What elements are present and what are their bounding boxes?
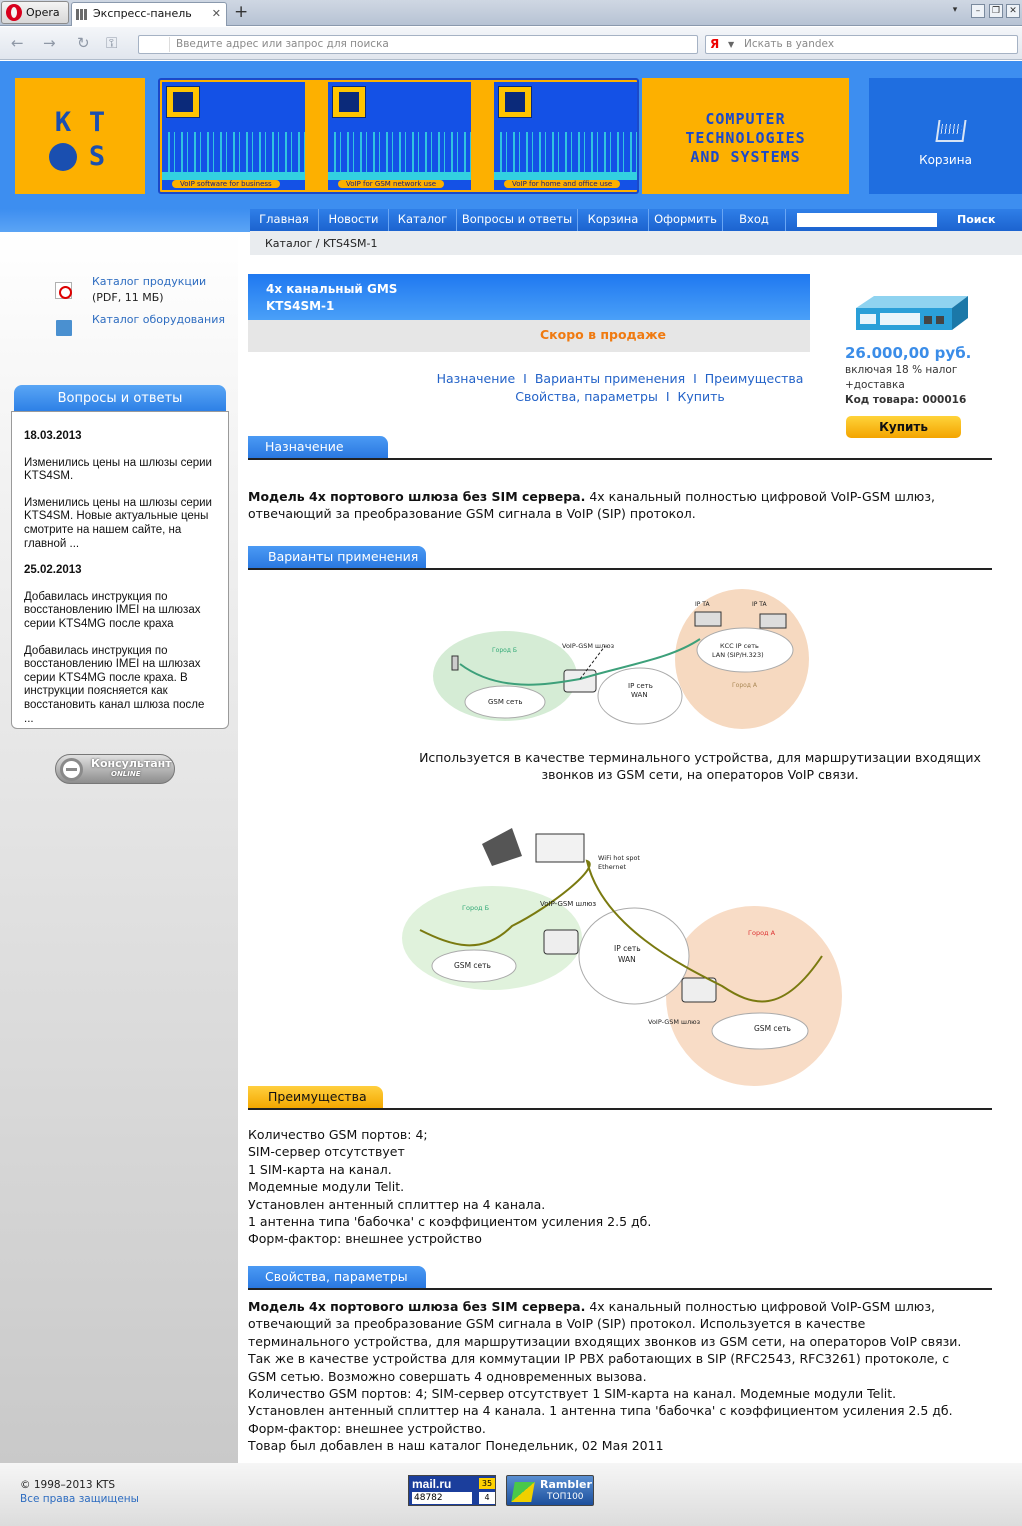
consultant-online-button[interactable] xyxy=(55,754,175,784)
properties-line: GSM сетью. Возможно совершать 4 одновременных вызова. xyxy=(248,1368,647,1384)
advantage-item: 1 антенна типа 'бабочка' с коэффициентом усиления 2.5 дб. xyxy=(248,1214,652,1230)
menu-item-news[interactable]: Новости xyxy=(319,209,389,231)
diagram-label: GSM сеть xyxy=(488,698,523,706)
purpose-lead: Модель 4х портового шлюза без SIM сервера. xyxy=(248,489,586,504)
menu-item-catalog[interactable]: Каталог xyxy=(389,209,457,231)
close-window-icon[interactable]: ✕ xyxy=(1006,4,1020,18)
site-footer xyxy=(0,1463,1022,1526)
anchor-separator: I xyxy=(523,371,527,386)
banner-label: VoIP for home and office use xyxy=(504,180,620,188)
forward-icon[interactable]: → xyxy=(43,34,56,52)
logo-globe-icon xyxy=(49,143,77,171)
properties-line: терминального устройства, для маршрутизации входящих звонков из GSM сети, на операторов VoIP связи. xyxy=(248,1333,962,1349)
section-header-purpose xyxy=(248,436,992,460)
anchor-separator: I xyxy=(693,371,697,386)
back-icon[interactable]: ← xyxy=(11,34,24,52)
tab-close-icon[interactable]: ✕ xyxy=(211,7,221,20)
address-placeholder: Введите адрес или запрос для поиска xyxy=(176,38,389,50)
new-tab-icon[interactable]: + xyxy=(234,2,249,22)
tab-title: Экспресс-панель xyxy=(93,7,192,20)
section-title: Назначение xyxy=(248,436,388,458)
banner-panel-home[interactable] xyxy=(494,82,637,190)
diagram-label: Город А xyxy=(748,929,776,937)
site-search-button[interactable]: Поиск xyxy=(957,213,996,226)
product-price: 26.000,00 руб. xyxy=(845,344,972,362)
equipment-catalog-link[interactable]: Каталог оборудования xyxy=(92,313,225,326)
section-title: Преимущества xyxy=(248,1086,383,1108)
section-anchors-row2 xyxy=(248,389,992,404)
section-header-properties xyxy=(248,1266,992,1290)
logo-letter-k: K xyxy=(54,107,72,138)
book-icon xyxy=(56,320,72,336)
copyright: © 1998–2013 KTS xyxy=(20,1479,116,1491)
diagram-label: WAN xyxy=(631,691,648,699)
diagram-label: Город Б xyxy=(462,904,490,912)
diagram-label: VoIP-GSM шлюз xyxy=(540,900,597,908)
purpose-body: 4х канальный полностью цифровой VoIP-GSM шлюз, отвечающий за преобразование GSM сигнала в VoIP (SIP) протокол. xyxy=(248,489,935,522)
opera-logo-icon xyxy=(6,4,22,21)
sidebar xyxy=(0,232,238,1463)
section-title: Свойства, параметры xyxy=(248,1266,426,1288)
faq-widget xyxy=(11,411,229,729)
diagram-label: Город А xyxy=(732,682,757,689)
tagline-line: AND SYSTEMS xyxy=(690,148,801,166)
section-header-advantages xyxy=(248,1086,992,1110)
city-skyline xyxy=(162,132,305,172)
anchor-properties[interactable]: Свойства, параметры xyxy=(515,389,658,404)
faq-widget-title[interactable]: Вопросы и ответы xyxy=(14,385,226,411)
diagram-label: VoIP-GSM шлюз xyxy=(648,1018,701,1026)
banner-panel-gsm[interactable] xyxy=(328,82,471,190)
pdf-icon xyxy=(55,282,72,299)
kts-logo[interactable] xyxy=(15,78,145,194)
diagram-label: GSM сеть xyxy=(754,1024,791,1033)
buy-button[interactable]: Купить xyxy=(846,416,961,438)
menu-item-login[interactable]: Вход xyxy=(723,209,786,231)
diagram-label: VoIP-GSM шлюз xyxy=(562,642,615,650)
faq-item[interactable]: Изменились цены на шлюзы серии KTS4SM. xyxy=(24,456,212,483)
product-image xyxy=(852,292,968,332)
rambler-title: Rambler xyxy=(540,1478,592,1491)
product-title-line2: KTS4SM-1 xyxy=(266,299,335,313)
rambler-top100-badge[interactable] xyxy=(506,1475,594,1506)
catalog-pdf-link[interactable]: Каталог продукции xyxy=(92,275,207,288)
faq-date: 18.03.2013 xyxy=(24,430,82,442)
search-field[interactable] xyxy=(705,35,1018,54)
advantage-item: Количество GSM портов: 4; xyxy=(248,1127,428,1142)
faq-item[interactable]: Добавилась инструкция по восстановлению IMEI на шлюзах серии KTS4MG после краха xyxy=(24,590,201,630)
mailru-value: 4 xyxy=(479,1492,495,1504)
delivery-note: +доставка xyxy=(845,379,905,391)
menu-item-cart[interactable]: Корзина xyxy=(578,209,649,231)
tab-speed-dial[interactable] xyxy=(71,2,227,26)
mailru-value: 35 xyxy=(479,1478,495,1489)
properties-line: 4х канальный полностью цифровой VoIP-GSM шлюз, xyxy=(585,1299,935,1314)
menu-item-faq[interactable]: Вопросы и ответы xyxy=(457,209,578,231)
cart-label: Корзина xyxy=(919,153,972,167)
advantage-item: Установлен антенный сплиттер на 4 канала. xyxy=(248,1196,546,1212)
properties-line: отвечающий за преобразование GSM сигнала в VoIP (SIP) протокол. Используется в качестве xyxy=(248,1316,866,1332)
properties-line: Товар был добавлен в наш каталог Понедельник, 02 Мая 2011 xyxy=(248,1438,664,1454)
mailru-value: 48782 xyxy=(412,1492,472,1504)
header-cart[interactable] xyxy=(869,78,1022,194)
tax-note: включая 18 % налог xyxy=(845,364,958,376)
anchor-purpose[interactable]: Назначение xyxy=(436,371,516,386)
advantage-item: Модемные модули Telit. xyxy=(248,1179,405,1195)
anchor-separator: I xyxy=(665,389,670,404)
city-skyline xyxy=(328,132,471,172)
browser-tab-bar xyxy=(0,0,1022,26)
site-header xyxy=(0,61,1022,209)
consultant-icon xyxy=(60,758,83,781)
mailru-logo: mail.ru xyxy=(412,1477,452,1491)
rambler-subtitle: ТОП100 xyxy=(547,1492,584,1502)
consultant-status: ONLINE xyxy=(111,770,141,778)
header-banner xyxy=(158,78,639,194)
menu-item-checkout[interactable]: Оформить xyxy=(649,209,723,231)
advantage-item: SIM-сервер отсутствует xyxy=(248,1144,405,1160)
mobile-phone-icon xyxy=(332,86,366,118)
company-tagline xyxy=(642,78,849,194)
diagram-label: IP TA xyxy=(695,601,710,608)
anchor-advantages[interactable]: Преимущества xyxy=(704,371,804,386)
advantages-list xyxy=(248,1126,992,1248)
minimize-icon[interactable]: – xyxy=(971,4,985,18)
tagline-line: COMPUTER xyxy=(705,110,786,128)
faq-date: 25.02.2013 xyxy=(24,564,82,577)
diagram-label: WiFi hot spot xyxy=(598,854,640,862)
breadcrumb[interactable]: Каталог / KTS4SM-1 xyxy=(250,231,1022,255)
shopping-cart-icon xyxy=(935,120,966,142)
diagram-label: Город Б xyxy=(492,647,517,654)
diagram-label: GSM сеть xyxy=(454,961,491,970)
diagram-label: КСС IP сеть xyxy=(720,642,759,650)
catalog-pdf-meta: (PDF, 11 МБ) xyxy=(92,291,164,304)
properties-text xyxy=(248,1298,992,1455)
product-title-line1: 4х канальный GMS xyxy=(266,282,398,296)
opera-menu-button[interactable] xyxy=(1,1,69,24)
faq-item[interactable]: Изменились цены на шлюзы серии KTS4SM. Новые актуальные цены смотрите на нашем сайте, на главной ... xyxy=(24,496,212,550)
section-title: Варианты применения xyxy=(248,546,426,568)
diagram-label: LAN (SIP/H.323) xyxy=(712,651,764,659)
consultant-title: Консультант xyxy=(91,757,172,770)
section-anchors-row1 xyxy=(248,371,992,386)
site-search-input[interactable] xyxy=(797,213,937,227)
key-icon[interactable]: ⚿ xyxy=(106,34,118,52)
browser-toolbar xyxy=(0,27,1022,60)
usage-diagram-1 xyxy=(430,584,810,734)
diagram-label: IP TA xyxy=(752,601,767,608)
tab-list-icon[interactable]: ▾ xyxy=(952,5,958,15)
advantage-item: Форм-фактор: внешнее устройство xyxy=(248,1231,482,1247)
diagram-label: IP сеть xyxy=(614,944,641,953)
properties-line: Так же в качестве устройства для коммутации IP PBX работающих в SIP (RFC2543, RFC3261) протоколе, с xyxy=(248,1351,950,1367)
banner-label: VoIP software for business xyxy=(172,180,280,188)
diagram-label: Ethernet xyxy=(598,863,626,871)
mailru-counter[interactable] xyxy=(408,1475,496,1506)
house-icon xyxy=(498,86,532,118)
diagram-label: IP сеть xyxy=(628,682,653,690)
site-info-icon[interactable] xyxy=(140,37,170,52)
properties-line: Форм-фактор: внешнее устройство. xyxy=(248,1420,486,1436)
reload-icon[interactable]: ↻ xyxy=(77,34,90,52)
svg-text:Город Б xyxy=(492,647,517,654)
usage-diagram-2 xyxy=(402,806,846,1088)
properties-lead: Модель 4х портового шлюза без SIM сервера. xyxy=(248,1299,586,1314)
rights-link[interactable]: Все права защищены xyxy=(20,1493,139,1505)
rambler-icon xyxy=(511,1482,535,1502)
restore-icon[interactable]: ❐ xyxy=(989,4,1003,18)
banner-label: VoIP for GSM network use xyxy=(338,180,444,188)
properties-line: Установлен антенный сплиттер на 4 канала. 1 антенна типа 'бабочка' с коэффициентом усиления 2.5 дб. xyxy=(248,1403,953,1419)
logo-letter-s: S xyxy=(88,141,106,172)
faq-item[interactable]: Добавилась инструкция по восстановлению IMEI на шлюзах серии KTS4MG после краха. В инструкции поясняется как восстановить канал шлюза после ... xyxy=(24,644,205,725)
anchor-usage[interactable]: Варианты применения xyxy=(534,371,686,386)
address-field[interactable] xyxy=(138,35,698,54)
properties-line: Количество GSM портов: 4; SIM-сервер отсутствует 1 SIM-карта на канал. Модемные модули Telit. xyxy=(248,1386,897,1402)
usage-caption: Используется в качестве терминального устройства, для маршрутизации входящих звонков из GSM сети, на операторов VoIP связи. xyxy=(419,750,981,783)
search-placeholder: Искать в yandex xyxy=(744,38,835,50)
city-skyline xyxy=(494,132,637,172)
tagline-line: TECHNOLOGIES xyxy=(685,129,806,147)
yandex-icon[interactable]: Я xyxy=(710,37,720,51)
banner-panel-business[interactable] xyxy=(162,82,305,190)
opera-menu-label: Opera xyxy=(26,6,60,19)
product-code: Код товара: 000016 xyxy=(845,394,967,406)
section-header-usage xyxy=(248,546,992,570)
diagram-label: WAN xyxy=(618,955,636,964)
availability-status: Скоро в продаже xyxy=(248,320,810,352)
main-menu xyxy=(250,209,1022,231)
binary-icon xyxy=(166,86,200,118)
anchor-buy[interactable]: Купить xyxy=(677,389,725,404)
menu-item-home[interactable]: Главная xyxy=(250,209,319,231)
product-title-box xyxy=(248,274,810,320)
speed-dial-icon xyxy=(76,9,88,20)
purpose-text xyxy=(248,488,992,523)
chevron-down-icon[interactable]: ▼ xyxy=(728,40,735,49)
advantage-item: 1 SIM-карта на канал. xyxy=(248,1161,392,1177)
logo-letter-t: T xyxy=(88,107,106,138)
